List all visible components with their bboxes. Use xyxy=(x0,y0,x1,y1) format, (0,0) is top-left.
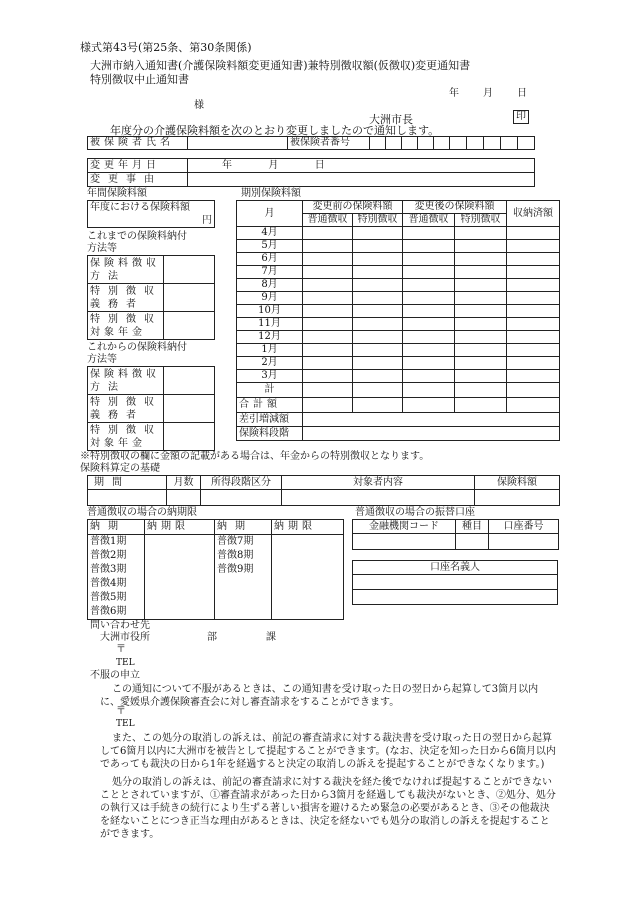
subtotal-cell xyxy=(403,383,455,398)
month-amount-cell xyxy=(403,292,455,305)
month-amount-cell xyxy=(353,240,403,253)
month-amount-cell xyxy=(403,253,455,266)
annual-amount-cell xyxy=(88,201,215,228)
future-method-table xyxy=(87,366,215,451)
month-amount-cell xyxy=(455,279,507,292)
month-label: 1月 xyxy=(237,344,303,357)
change-reason-value xyxy=(188,173,535,187)
total-cell xyxy=(303,398,353,413)
month-amount-cell xyxy=(507,292,560,305)
month-amount-cell xyxy=(455,305,507,318)
month-amount-cell xyxy=(303,240,353,253)
month-row xyxy=(237,357,560,370)
month-amount-cell xyxy=(455,253,507,266)
month-label: 6月 xyxy=(237,253,303,266)
basis-table xyxy=(87,475,560,506)
appeal-tel: TEL xyxy=(116,719,135,729)
insured-number-digit xyxy=(418,137,434,150)
month-amount-cell xyxy=(455,344,507,357)
change-date-value xyxy=(188,159,535,173)
month-row xyxy=(237,370,560,383)
annual-yen-label: 円 xyxy=(202,215,212,226)
subtotal-cell xyxy=(353,383,403,398)
insured-number-label: 被保険者番号 xyxy=(288,137,370,150)
deadline-terms-left: 普徴1期 普徴2期 普徴3期 普徴4期 普徴5期 普徴6期 xyxy=(88,535,145,620)
month-row xyxy=(237,331,560,344)
month-row xyxy=(237,292,560,305)
month-label: 2月 xyxy=(237,357,303,370)
deadline-limit-header-left: 納期限 xyxy=(145,520,215,535)
basis-period-header: 期間 xyxy=(88,476,167,490)
month-amount-cell xyxy=(353,318,403,331)
basis-section-label: 保険料算定の基礎 xyxy=(80,463,160,474)
insured-number-digit xyxy=(434,137,450,150)
past-pension-value xyxy=(164,312,215,340)
month-amount-cell xyxy=(303,370,353,383)
month-amount-cell xyxy=(455,357,507,370)
month-label: 10月 xyxy=(237,305,303,318)
past-obligor-value xyxy=(164,284,215,312)
month-amount-cell xyxy=(353,305,403,318)
bank-cell xyxy=(353,534,456,550)
month-amount-cell xyxy=(507,227,560,240)
change-day-label: 日 xyxy=(314,159,325,171)
bank-code-header: 金融機関コード xyxy=(353,520,456,534)
appeal-paragraph-1: この通知について不服があるときは、この通知書を受け取った日の翌日から起算して3箇月以内に、愛媛県介護保険審査会に対し審査請求をすることができます。 xyxy=(100,684,539,708)
month-label: 7月 xyxy=(237,266,303,279)
rank-value xyxy=(303,427,560,441)
month-amount-cell xyxy=(403,344,455,357)
insured-name-value xyxy=(188,137,288,150)
month-row xyxy=(237,344,560,357)
insured-number-digit xyxy=(386,137,402,150)
past-method-table xyxy=(87,255,215,340)
after-header: 変更後の保険料額 xyxy=(403,201,507,214)
month-amount-cell xyxy=(403,370,455,383)
issue-month-label: 月 xyxy=(483,88,493,99)
deadline-table xyxy=(87,519,344,620)
month-amount-cell xyxy=(507,357,560,370)
month-amount-cell xyxy=(403,357,455,370)
contact-ka: 課 xyxy=(266,632,276,643)
deadline-section-label: 普通徴収の場合の納期限 xyxy=(87,507,197,518)
past-obligor-label: 特別徴収 義務者 xyxy=(88,284,164,312)
insured-number-digit xyxy=(467,137,484,150)
month-amount-cell xyxy=(455,370,507,383)
appeal-label: 不服の申立 xyxy=(90,670,140,681)
total-cell xyxy=(507,398,560,413)
month-label: 3月 xyxy=(237,370,303,383)
month-amount-cell xyxy=(507,253,560,266)
future-pension-value xyxy=(164,423,215,451)
month-amount-cell xyxy=(303,253,353,266)
insured-table xyxy=(87,136,535,150)
future-collection-method-label: 保険料徴収 方法 xyxy=(88,367,164,395)
appeal-paragraph-2: また、この処分の取消しの訴えは、前記の審査請求に対する裁決書を受け取った日の翌日から起算して6箇月以内に大洲市を被告として提起することができます。(なお、決定を知った日から6箇月以内であっても裁決の日から1年を経過すると決定の取消しの訴えを提起することができなくなります。) xyxy=(100,733,556,770)
month-amount-cell xyxy=(507,266,560,279)
month-amount-cell xyxy=(353,266,403,279)
future-pension-label: 特別徴収 対象年金 xyxy=(88,423,164,451)
month-row xyxy=(237,266,560,279)
month-amount-cell xyxy=(353,292,403,305)
past-method-label-2: 方法等 xyxy=(87,243,117,254)
subtotal-cell xyxy=(303,383,353,398)
month-amount-cell xyxy=(303,305,353,318)
basis-cell xyxy=(167,490,201,506)
month-row xyxy=(237,253,560,266)
before-normal-header: 普通徴収 xyxy=(303,214,353,227)
insured-number-digit xyxy=(484,137,501,150)
account-holder-table xyxy=(352,560,558,605)
month-amount-cell xyxy=(303,227,353,240)
change-table xyxy=(87,158,535,187)
account-holder-cell xyxy=(353,575,558,590)
bank-account-header: 口座番号 xyxy=(489,520,559,534)
past-pension-label: 特別徴収 対象年金 xyxy=(88,312,164,340)
bank-cell xyxy=(456,534,489,550)
basis-months-header: 月数 xyxy=(167,476,201,490)
seal-mark: 印 xyxy=(513,110,529,124)
month-row xyxy=(237,318,560,331)
future-collection-method-value xyxy=(164,367,215,395)
form-title-1: 大洲市納入通知書(介護保険料額変更通知書)兼特別徴収額(仮徴収)変更通知書 xyxy=(90,59,471,72)
annual-section-label: 年間保険料額 xyxy=(87,188,147,199)
basis-cell xyxy=(282,490,475,506)
past-collection-method-value xyxy=(164,256,215,284)
month-amount-cell xyxy=(507,370,560,383)
deadline-limit-header-right: 納期限 xyxy=(272,520,344,535)
insured-name-label: 被保険者氏名 xyxy=(88,137,188,150)
basis-amount-header: 保険料額 xyxy=(475,476,560,490)
appeal-postal: 〒 xyxy=(116,706,126,717)
addressee-sama: 様 xyxy=(194,100,204,111)
subtotal-cell xyxy=(455,383,507,398)
month-amount-cell xyxy=(353,253,403,266)
contact-bu: 部 xyxy=(207,632,217,643)
deadline-terms-right: 普徴7期 普徴8期 普徴9期 xyxy=(215,535,272,620)
month-amount-cell xyxy=(403,331,455,344)
account-holder-header: 口座名義人 xyxy=(353,561,558,575)
month-amount-cell xyxy=(455,240,507,253)
month-amount-cell xyxy=(353,227,403,240)
month-amount-cell xyxy=(353,370,403,383)
contact-tel: TEL xyxy=(116,658,135,668)
future-method-label-1: これからの保険料納付 xyxy=(87,342,187,353)
appeal-paragraph-3: 処分の取消しの訴えは、前記の審査請求に対する裁決を経た後でなければ提起することができないこととされていますが、①審査請求があった日から3箇月を経過しても裁決がないとき、②処分、処分の執行又は手続きの続行により生ずる著しい損害を避けるため緊急の必要があるとき、③その他裁決を経ないことにつき正当な理由があるときは、決定を経ないでも処分の取消しの訴えを提起することができます。 xyxy=(100,777,556,840)
change-month-label: 月 xyxy=(268,159,279,171)
account-holder-cell xyxy=(353,590,558,605)
month-amount-cell xyxy=(403,227,455,240)
month-row xyxy=(237,240,560,253)
bank-table xyxy=(352,519,559,550)
deadline-term-header-left: 納期 xyxy=(88,520,145,535)
contact-label: 問い合わせ先 xyxy=(90,620,150,631)
month-amount-cell xyxy=(303,279,353,292)
month-amount-cell xyxy=(403,305,455,318)
month-amount-cell xyxy=(403,240,455,253)
month-amount-cell xyxy=(353,279,403,292)
change-reason-label: 変更事由 xyxy=(88,173,188,187)
insured-number-digit xyxy=(501,137,518,150)
month-amount-cell xyxy=(353,357,403,370)
deadline-limits-right xyxy=(272,535,344,620)
bank-section-label: 普通徴収の場合の振替口座 xyxy=(355,507,475,518)
annual-amount-box xyxy=(87,200,215,228)
past-collection-method-label: 保険料徴収 方法 xyxy=(88,256,164,284)
before-special-header: 特別徴収 xyxy=(353,214,403,227)
future-obligor-label: 特別徴収 義務者 xyxy=(88,395,164,423)
periodic-table xyxy=(236,200,560,441)
month-amount-cell xyxy=(455,266,507,279)
total-cell xyxy=(353,398,403,413)
intro-text: 年度分の介護保険料額を次のとおり変更しましたので通知します。 xyxy=(110,124,440,137)
basis-subject-header: 対象者内容 xyxy=(282,476,475,490)
change-date-label: 変更年月日 xyxy=(88,159,188,173)
month-amount-cell xyxy=(455,292,507,305)
month-amount-cell xyxy=(507,331,560,344)
month-label: 4月 xyxy=(237,227,303,240)
month-amount-cell xyxy=(303,331,353,344)
month-amount-cell xyxy=(303,357,353,370)
insured-number-digit xyxy=(370,137,386,150)
bank-cell xyxy=(489,534,559,550)
basis-cell xyxy=(201,490,282,506)
month-amount-cell xyxy=(303,266,353,279)
paid-header: 収納済額 xyxy=(507,201,560,227)
month-amount-cell xyxy=(507,318,560,331)
diff-value xyxy=(303,413,560,427)
issue-day-label: 日 xyxy=(517,88,527,99)
month-amount-cell xyxy=(507,344,560,357)
contact-postal: 〒 xyxy=(116,644,126,655)
month-amount-cell xyxy=(303,292,353,305)
past-method-label-1: これまでの保険料納付 xyxy=(87,231,187,242)
month-amount-cell xyxy=(507,240,560,253)
basis-income-header: 所得段階区分 xyxy=(201,476,282,490)
month-label: 11月 xyxy=(237,318,303,331)
deadline-term-header-right: 納期 xyxy=(215,520,272,535)
month-label: 5月 xyxy=(237,240,303,253)
insured-number-digit xyxy=(450,137,467,150)
month-amount-cell xyxy=(303,318,353,331)
basis-cell xyxy=(475,490,560,506)
month-amount-cell xyxy=(353,344,403,357)
basis-cell xyxy=(88,490,167,506)
after-normal-header: 普通徴収 xyxy=(403,214,455,227)
total-cell xyxy=(403,398,455,413)
bank-type-header: 種目 xyxy=(456,520,489,534)
total-label: 合計額 xyxy=(237,398,303,413)
future-obligor-value xyxy=(164,395,215,423)
insured-number-digit xyxy=(518,137,535,150)
before-header: 変更前の保険料額 xyxy=(303,201,403,214)
month-amount-cell xyxy=(303,344,353,357)
month-row xyxy=(237,279,560,292)
after-special-header: 特別徴収 xyxy=(455,214,507,227)
month-amount-cell xyxy=(455,318,507,331)
rank-label: 保険料段階 xyxy=(237,427,303,441)
mayor-title: 大洲市長 xyxy=(369,113,413,126)
total-cell xyxy=(455,398,507,413)
month-amount-cell xyxy=(455,227,507,240)
month-amount-cell xyxy=(353,331,403,344)
month-label: 12月 xyxy=(237,331,303,344)
month-amount-cell xyxy=(455,331,507,344)
subtotal-label: 計 xyxy=(237,383,303,398)
future-method-label-2: 方法等 xyxy=(87,354,117,365)
month-amount-cell xyxy=(403,318,455,331)
contact-office: 大洲市役所 xyxy=(100,632,150,643)
form-title-2: 特別徴収中止通知書 xyxy=(90,73,189,86)
issue-year-label: 年 xyxy=(449,88,459,99)
month-amount-cell xyxy=(507,279,560,292)
deadline-limits-left xyxy=(145,535,215,620)
subtotal-cell xyxy=(507,383,560,398)
month-label: 8月 xyxy=(237,279,303,292)
change-year-label: 年 xyxy=(222,159,232,171)
diff-label: 差引増減額 xyxy=(237,413,303,427)
form-number: 様式第43号(第25条、第30条関係) xyxy=(80,41,252,54)
month-amount-cell xyxy=(403,279,455,292)
month-label: 9月 xyxy=(237,292,303,305)
month-amount-cell xyxy=(403,266,455,279)
month-header: 月 xyxy=(237,201,303,227)
insured-number-digit xyxy=(402,137,418,150)
month-row xyxy=(237,305,560,318)
month-row xyxy=(237,227,560,240)
special-collection-note: ※特別徴収の欄に金額の記載がある場合は、年金からの特別徴収となります。 xyxy=(80,451,430,462)
annual-year-label: 年度における保険料額 xyxy=(90,202,190,213)
periodic-section-label: 期別保険料額 xyxy=(241,188,301,199)
month-amount-cell xyxy=(507,305,560,318)
